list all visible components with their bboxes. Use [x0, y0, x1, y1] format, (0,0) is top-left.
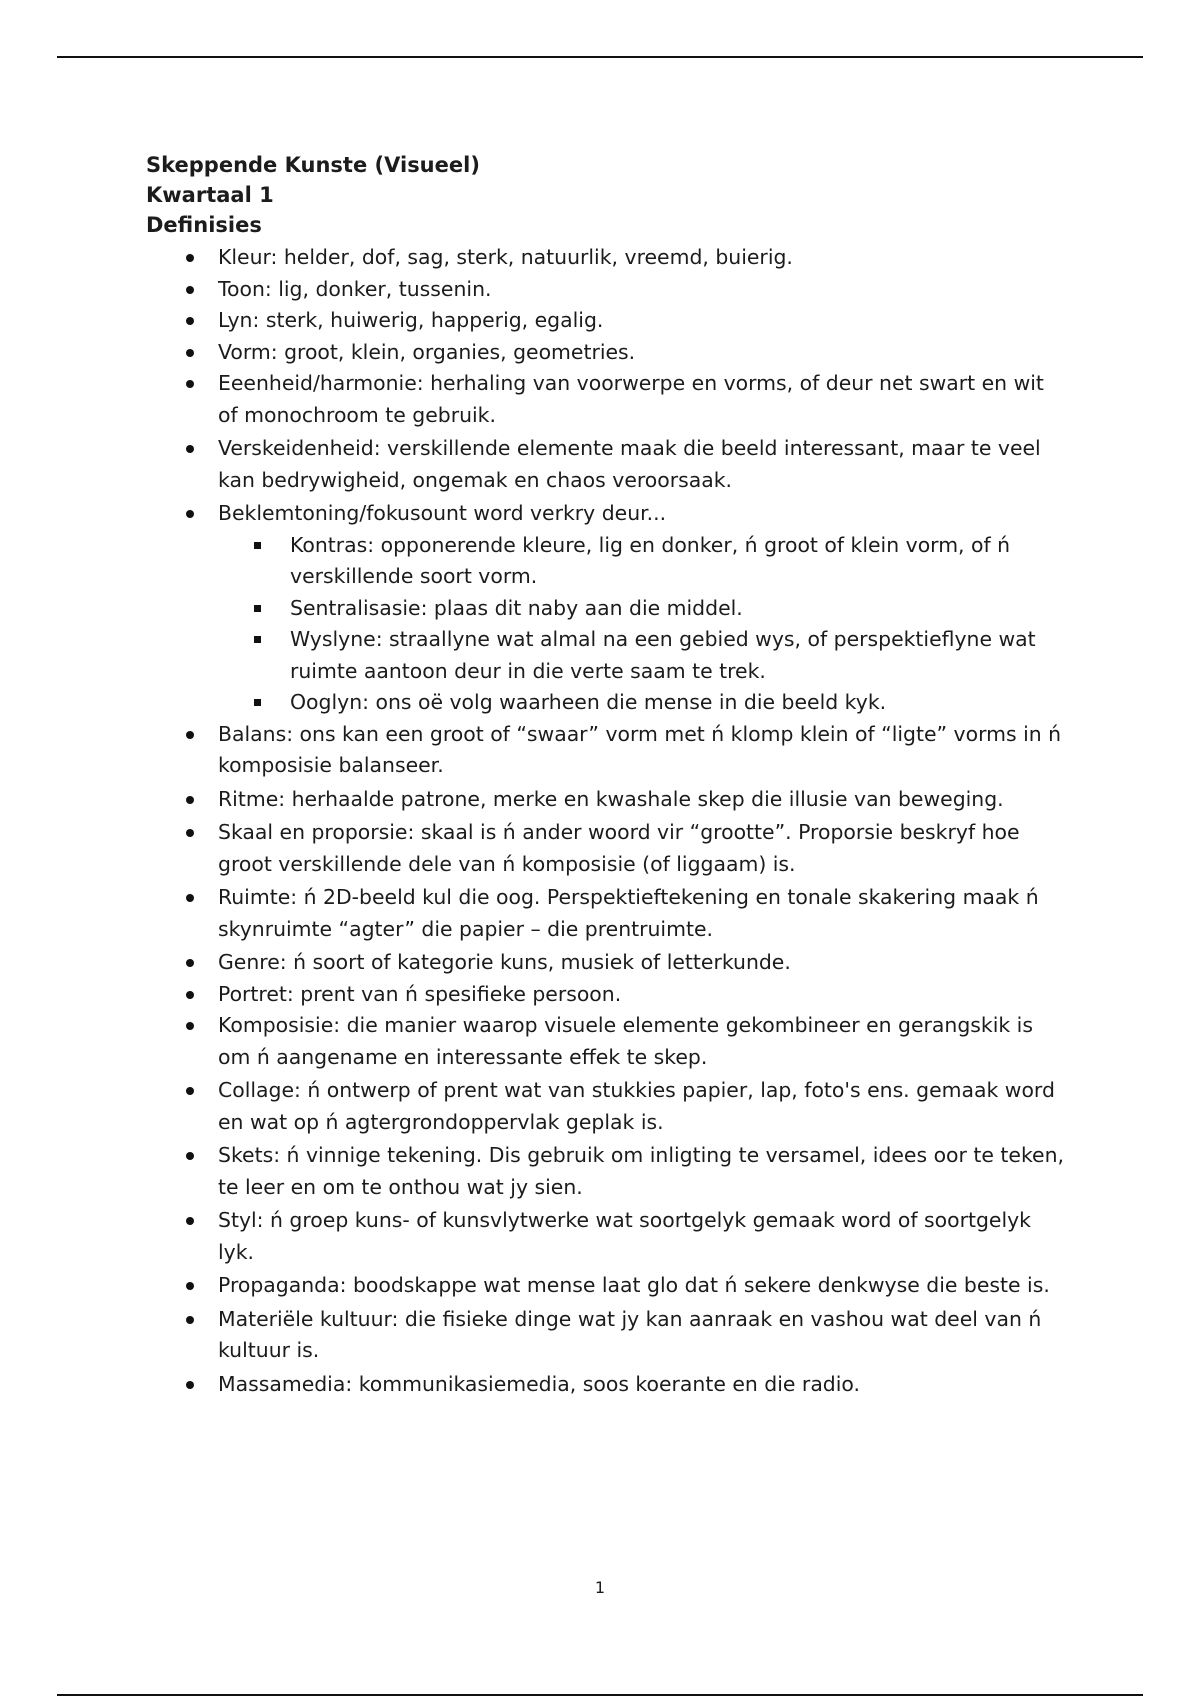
sub-list-item: Kontras: opponerende kleure, lig en donker, ń groot of klein vorm, of ń verskillende soort vorm.	[218, 530, 1066, 593]
sub-list-item: Sentralisasie: plaas dit naby aan die middel.	[218, 593, 1066, 625]
list-item: Lyn: sterk, huiwerig, happerig, egalig.	[146, 305, 1066, 337]
list-item: Massamedia: kommunikasiemedia, soos koerante en die radio.	[146, 1369, 1066, 1401]
list-item: Kleur: helder, dof, sag, sterk, natuurlik, vreemd, buierig.	[146, 242, 1066, 274]
list-item: Styl: ń groep kuns- of kunsvlytwerke wat soortgelyk gemaak word of soortgelyk lyk.	[146, 1205, 1066, 1268]
list-item: Propaganda: boodskappe wat mense laat glo dat ń sekere denkwyse die beste is.	[146, 1270, 1066, 1302]
list-item: Genre: ń soort of kategorie kuns, musiek of letterkunde.	[146, 947, 1066, 979]
list-item-text: Beklemtoning/fokusount word verkry deur...	[218, 501, 667, 525]
subject-heading: Skeppende Kunste (Visueel)	[146, 153, 480, 177]
footer-rule	[57, 1694, 1143, 1696]
list-item: Ritme: herhaalde patrone, merke en kwashale skep die illusie van beweging.	[146, 784, 1066, 816]
page-number: 1	[594, 1578, 606, 1597]
term-heading: Kwartaal 1	[146, 183, 274, 207]
list-item: Ruimte: ń 2D-beeld kul die oog. Perspektieftekening en tonale skakering maak ń skynruimte “agter” die papier – die prentruimte.	[146, 882, 1066, 945]
list-item: Toon: lig, donker, tussenin.	[146, 274, 1066, 306]
list-item: Skets: ń vinnige tekening. Dis gebruik om inligting te versamel, idees oor te teken, te leer en om te onthou wat jy sien.	[146, 1140, 1066, 1203]
list-item: Portret: prent van ń spesifieke persoon.	[146, 979, 1066, 1011]
header-rule	[57, 56, 1143, 58]
list-item: Verskeidenheid: verskillende elemente maak die beeld interessant, maar te veel kan bedrywigheid, ongemak en chaos veroorsaak.	[146, 433, 1066, 496]
list-item: Materiële kultuur: die fisieke dinge wat jy kan aanraak en vashou wat deel van ń kultuur is.	[146, 1304, 1066, 1367]
list-item-emphasis	[146, 498, 1066, 719]
sub-list-item: Wyslyne: straallyne wat almal na een gebied wys, of perspektieflyne wat ruimte aantoon deur in die verte saam te trek.	[218, 624, 1066, 687]
emphasis-sublist	[218, 530, 1066, 719]
sub-list-item: Ooglyn: ons oë volg waarheen die mense in die beeld kyk.	[218, 687, 1066, 719]
list-item: Collage: ń ontwerp of prent wat van stukkies papier, lap, foto's ens. gemaak word en wat op ń agtergrondoppervlak geplak is.	[146, 1075, 1066, 1138]
list-item: Balans: ons kan een groot of “swaar” vorm met ń klomp klein of “ligte” vorms in ń komposisie balanseer.	[146, 719, 1066, 782]
section-title: Definisies	[146, 213, 262, 237]
definitions-list	[146, 242, 1066, 1400]
list-item: Skaal en proporsie: skaal is ń ander woord vir “grootte”. Proporsie beskryf hoe groot verskillende dele van ń komposisie (of liggaam) is.	[146, 817, 1066, 880]
document-body	[146, 150, 1066, 1400]
list-item: Vorm: groot, klein, organies, geometries.	[146, 337, 1066, 369]
list-item: Eeenheid/harmonie: herhaling van voorwerpe en vorms, of deur net swart en wit of monochroom te gebruik.	[146, 368, 1066, 431]
list-item: Komposisie: die manier waarop visuele elemente gekombineer en gerangskik is om ń aangename en interessante effek te skep.	[146, 1010, 1066, 1073]
